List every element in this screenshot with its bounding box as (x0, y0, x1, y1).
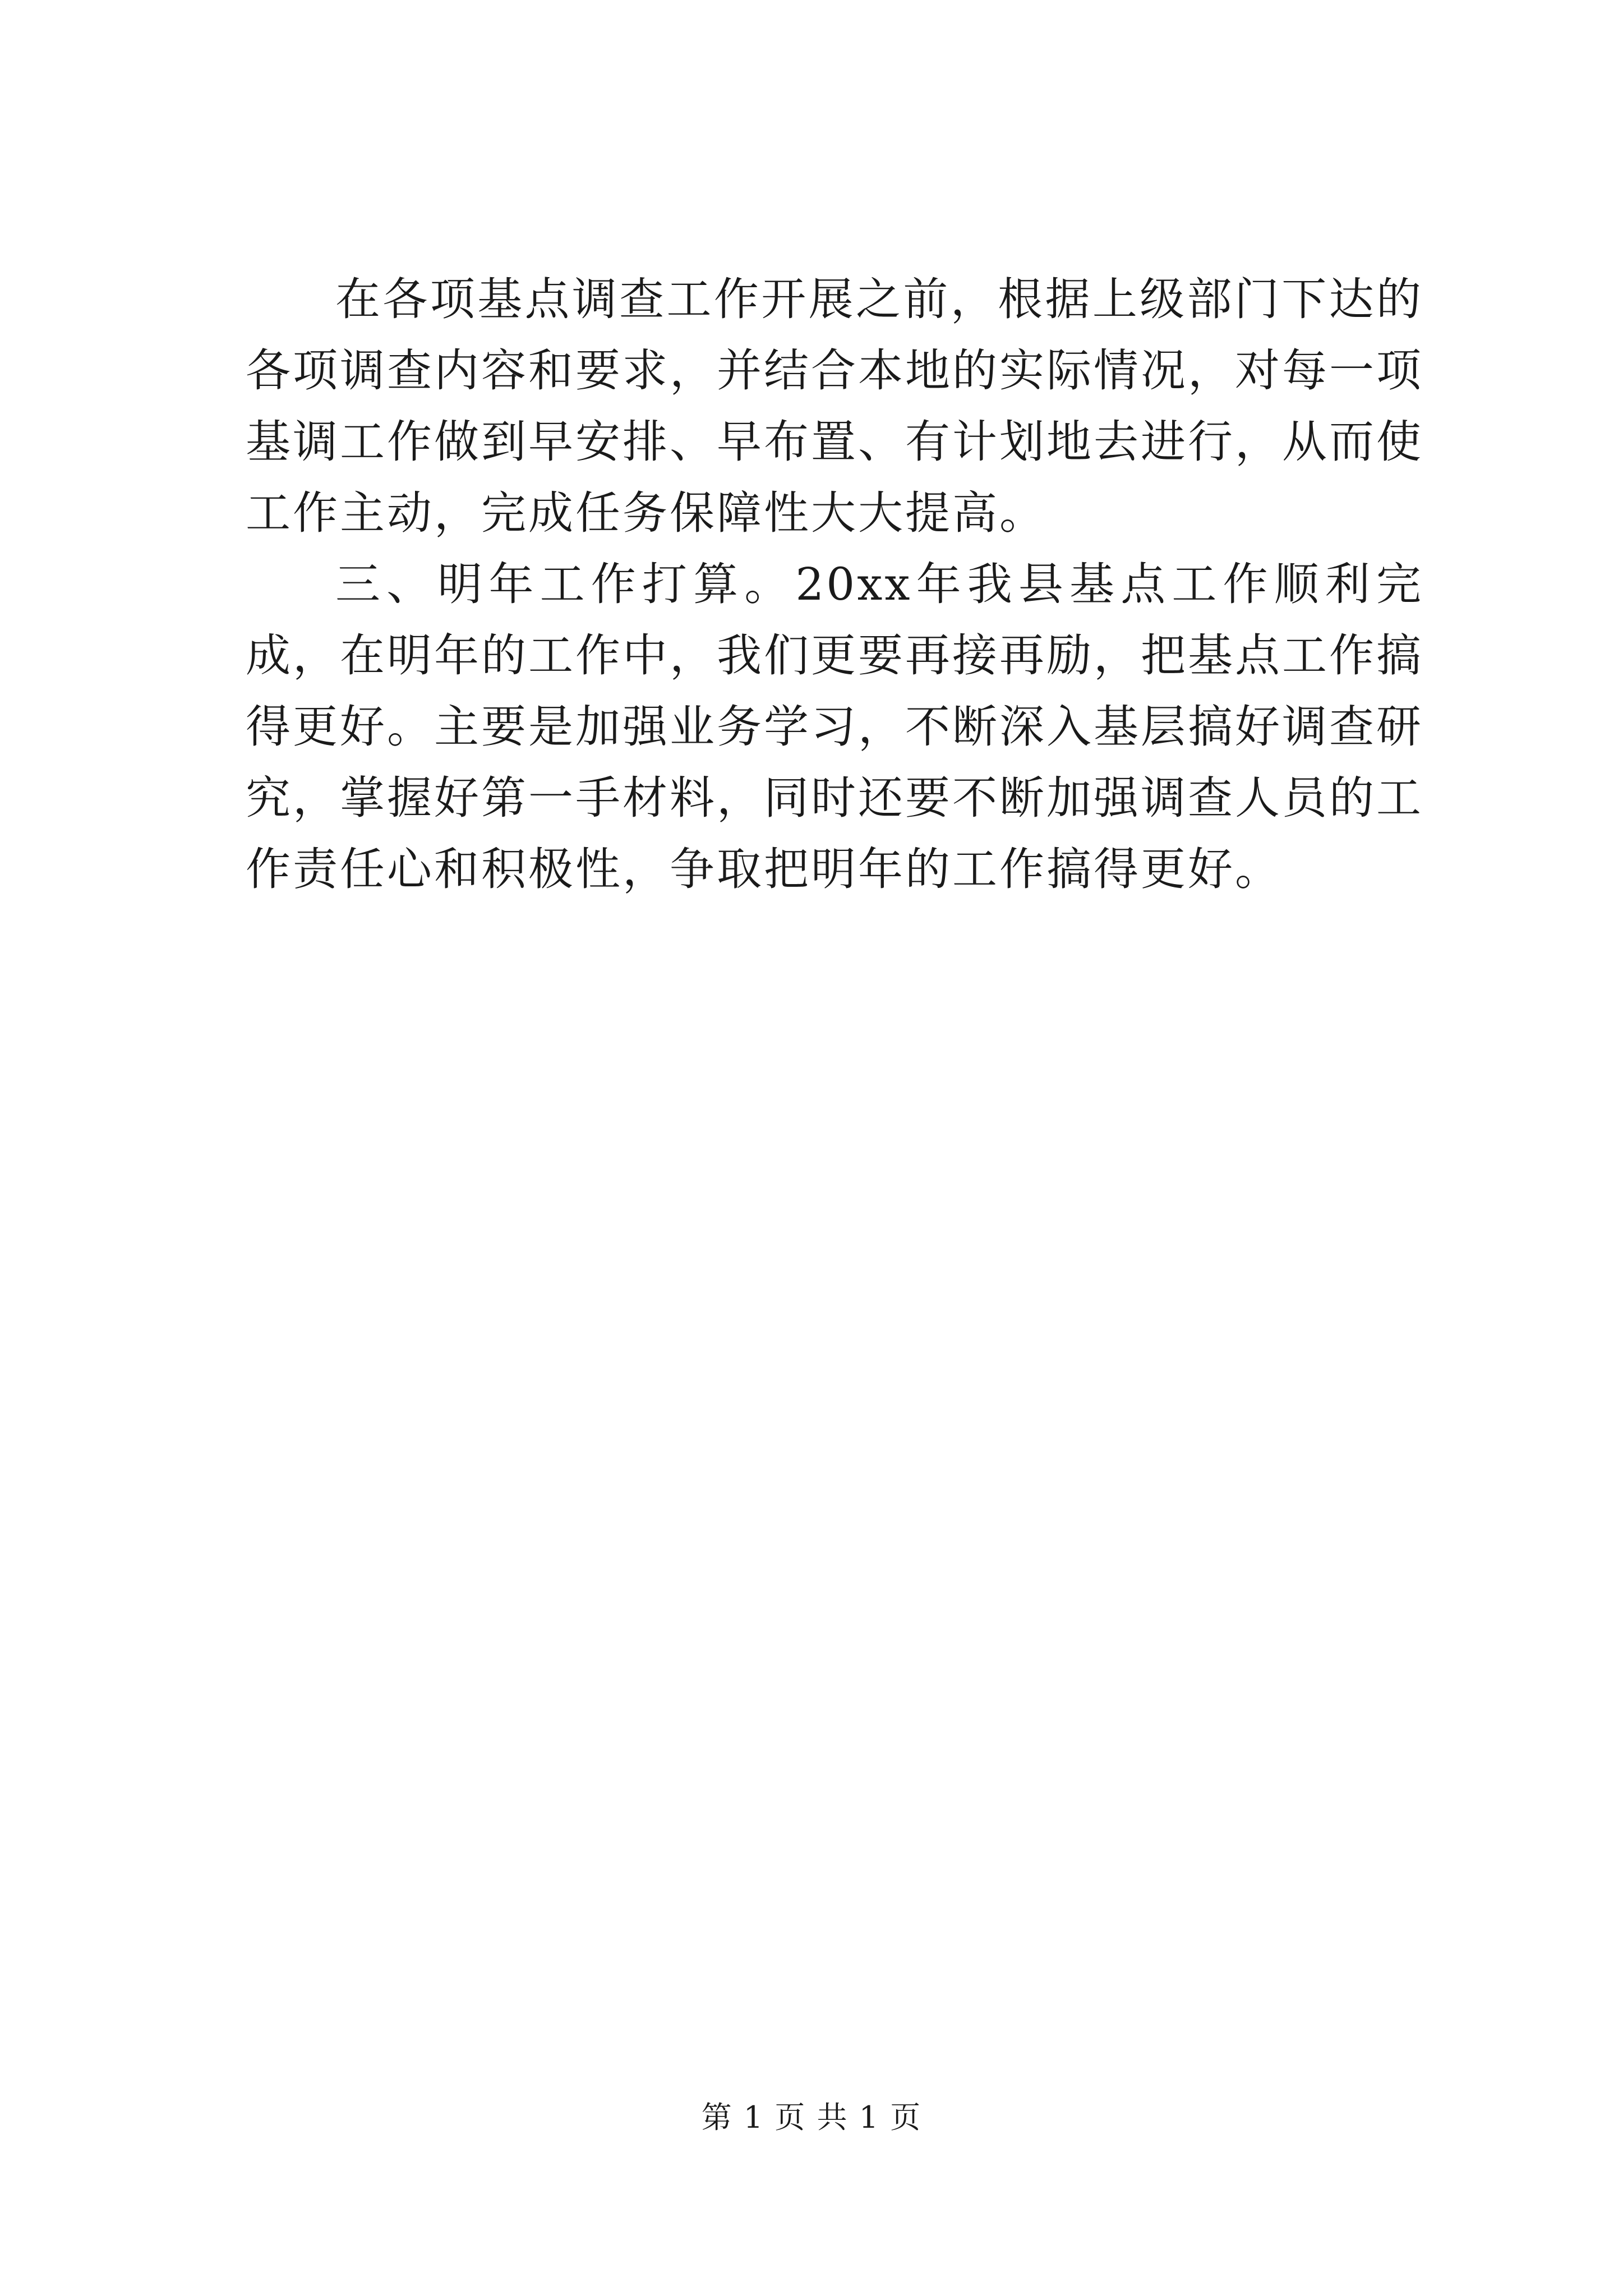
page-footer: 第 1 页 共 1 页 (701, 2100, 922, 2135)
document-body (246, 264, 1423, 905)
paragraph-next-year-plan: 三、明年工作打算。20xx年我县基点工作顺利完成，在明年的工作中，我们更要再接再励，把基点工作搞得更好。主要是加强业务学习，不断深入基层搞好调查研究，掌握好第一手材料，同时还要不断加强调查人员的工作责任心和积极性，争取把明年的工作搞得更好。 (246, 558, 1423, 895)
paragraph-preparation: 在各项基点调查工作开展之前，根据上级部门下达的各项调查内容和要求，并结合本地的实际情况，对每一项基调工作做到早安排、早布置、有计划地去进行，从而使工作主动，完成任务保障性大大提高。 (246, 273, 1423, 539)
